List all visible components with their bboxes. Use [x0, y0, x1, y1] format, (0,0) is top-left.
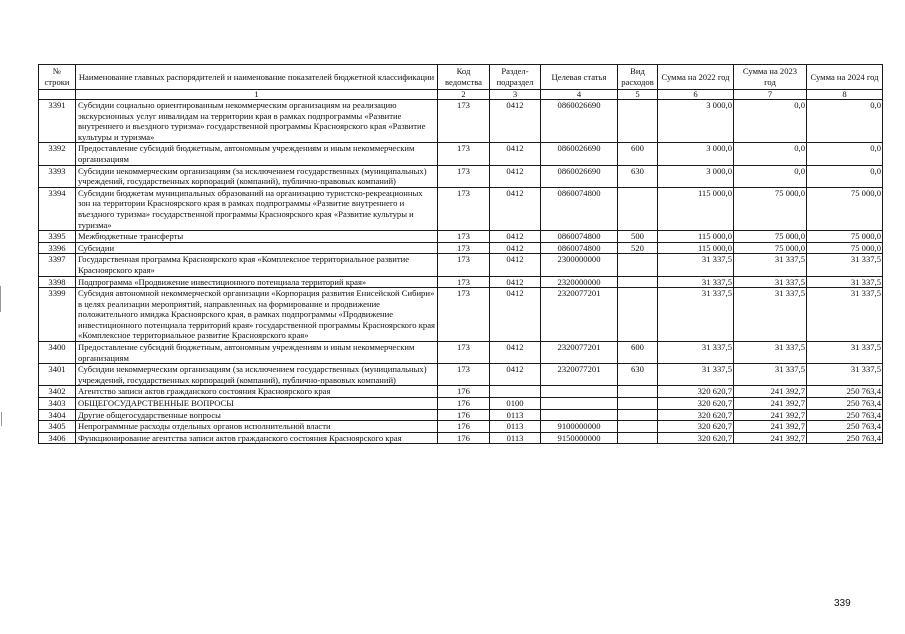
- target-article: 0860074800: [541, 187, 618, 230]
- sum-2024: 250 763,4: [807, 421, 883, 433]
- row-number: 3402: [39, 386, 76, 398]
- column-number: [39, 90, 76, 100]
- section-code: 0412: [490, 288, 541, 342]
- department-code: 173: [438, 143, 490, 165]
- row-name: Межбюджетные трансферты: [76, 231, 438, 243]
- department-code: 173: [438, 276, 490, 288]
- table-row: [39, 187, 883, 230]
- sum-2022: 31 337,5: [658, 254, 734, 276]
- target-article: 0860026690: [541, 143, 618, 165]
- sum-2022: 320 620,7: [658, 386, 734, 398]
- header-sum-2024: Сумма на 2024 год: [807, 65, 883, 90]
- header-sum-2023: Сумма на 2023 год: [734, 65, 807, 90]
- section-code: 0412: [490, 187, 541, 230]
- department-code: 173: [438, 100, 490, 143]
- expense-type: 600: [618, 342, 658, 364]
- section-code: 0412: [490, 100, 541, 143]
- sum-2023: 31 337,5: [734, 342, 807, 364]
- expense-type: [618, 432, 658, 444]
- row-number: 3395: [39, 231, 76, 243]
- sum-2024: 31 337,5: [807, 364, 883, 386]
- table-row: [39, 231, 883, 243]
- row-name: Субсидии: [76, 242, 438, 254]
- table-row: [39, 409, 883, 421]
- row-number: 3396: [39, 242, 76, 254]
- row-name: Государственная программа Красноярского края «Комплексное территориальное развитие Красноярского края»: [76, 254, 438, 276]
- row-name: Другие общегосударственные вопросы: [76, 409, 438, 421]
- sum-2022: 320 620,7: [658, 432, 734, 444]
- column-number: 3: [490, 90, 541, 100]
- sum-2022: 3 000,0: [658, 100, 734, 143]
- table-row: [39, 421, 883, 433]
- department-code: 173: [438, 364, 490, 386]
- sum-2023: 241 392,7: [734, 409, 807, 421]
- department-code: 176: [438, 421, 490, 433]
- header-expense-type: Вид расходов: [618, 65, 658, 90]
- table-row: [39, 432, 883, 444]
- sum-2023: 31 337,5: [734, 288, 807, 342]
- target-article: 0860074800: [541, 231, 618, 243]
- department-code: 173: [438, 231, 490, 243]
- sum-2022: 3 000,0: [658, 143, 734, 165]
- column-number: 2: [438, 90, 490, 100]
- budget-table: [38, 64, 883, 444]
- sum-2022: 115 000,0: [658, 231, 734, 243]
- sum-2022: 31 337,5: [658, 364, 734, 386]
- sum-2022: 115 000,0: [658, 242, 734, 254]
- department-code: 176: [438, 409, 490, 421]
- target-article: 2320077201: [541, 364, 618, 386]
- target-article: [541, 386, 618, 398]
- table-row: [39, 364, 883, 386]
- sum-2023: 31 337,5: [734, 364, 807, 386]
- table-row: [39, 288, 883, 342]
- sum-2022: 31 337,5: [658, 276, 734, 288]
- department-code: 173: [438, 288, 490, 342]
- sum-2024: 31 337,5: [807, 342, 883, 364]
- row-number: 3403: [39, 398, 76, 410]
- column-number: 7: [734, 90, 807, 100]
- row-number: 3398: [39, 276, 76, 288]
- expense-type: 630: [618, 165, 658, 187]
- sum-2022: 31 337,5: [658, 288, 734, 342]
- row-name: Функционирование агентства записи актов гражданского состояния Красноярского края: [76, 432, 438, 444]
- row-name: Субсидии социально ориентированным некоммерческим организациям на реализацию экскурсионных услуг инвалидам на территории края в рамках подпрограммы «Развитие внутреннего и въездного туризма» государственной программы Красноярского края «Развитие культуры и туризма»: [76, 100, 438, 143]
- table-row: [39, 342, 883, 364]
- sum-2023: 0,0: [734, 165, 807, 187]
- sum-2023: 241 392,7: [734, 386, 807, 398]
- row-name: Субсидии некоммерческим организациям (за исключением государственных (муниципальных) учреждений, государственных корпораций (компаний), публично-правовых компаний): [76, 364, 438, 386]
- sum-2023: 0,0: [734, 100, 807, 143]
- sum-2024: 250 763,4: [807, 409, 883, 421]
- section-code: 0113: [490, 432, 541, 444]
- sum-2023: 75 000,0: [734, 187, 807, 230]
- sum-2024: 0,0: [807, 165, 883, 187]
- target-article: 0860026690: [541, 100, 618, 143]
- sum-2024: 31 337,5: [807, 276, 883, 288]
- section-code: 0100: [490, 398, 541, 410]
- header-name: Наименование главных распорядителей и наименование показателей бюджетной классификации: [76, 65, 438, 90]
- row-number: 3397: [39, 254, 76, 276]
- row-name: Субсидия автономной некоммерческой организации «Корпорация развития Енисейской Сибири» в целях реализации мероприятий, направленных на формирование и продвижение положительного имиджа Красноярского края, в рамках подпрограммы «Продвижение инвестиционного потенциала территорий края» государственной программы Красноярского края «Комплексное территориальное развитие Красноярского края»: [76, 288, 438, 342]
- sum-2023: 241 392,7: [734, 398, 807, 410]
- expense-type: [618, 386, 658, 398]
- row-number: 3401: [39, 364, 76, 386]
- sum-2022: 320 620,7: [658, 409, 734, 421]
- header-department-code: Код ведомства: [438, 65, 490, 90]
- column-number-row: [39, 90, 883, 100]
- row-name: Подпрограмма «Продвижение инвестиционного потенциала территорий края»: [76, 276, 438, 288]
- expense-type: [618, 187, 658, 230]
- sum-2023: 241 392,7: [734, 421, 807, 433]
- sum-2024: 31 337,5: [807, 254, 883, 276]
- table-row: [39, 276, 883, 288]
- section-code: 0412: [490, 165, 541, 187]
- target-article: 2320077201: [541, 342, 618, 364]
- row-number: 3394: [39, 187, 76, 230]
- expense-type: [618, 398, 658, 410]
- sum-2024: 250 763,4: [807, 386, 883, 398]
- row-name: Агентство записи актов гражданского состояния Красноярского края: [76, 386, 438, 398]
- sum-2023: 241 392,7: [734, 432, 807, 444]
- header-target-article: Целевая статья: [541, 65, 618, 90]
- row-number: 3392: [39, 143, 76, 165]
- expense-type: [618, 421, 658, 433]
- section-code: 0412: [490, 242, 541, 254]
- department-code: 176: [438, 432, 490, 444]
- row-number: 3405: [39, 421, 76, 433]
- column-number: 8: [807, 90, 883, 100]
- section-code: 0113: [490, 421, 541, 433]
- row-name: Непрограммные расходы отдельных органов исполнительной власти: [76, 421, 438, 433]
- scan-mark: [0, 286, 1, 312]
- sum-2024: 75 000,0: [807, 231, 883, 243]
- sum-2022: 3 000,0: [658, 165, 734, 187]
- expense-type: [618, 254, 658, 276]
- target-article: 2300000000: [541, 254, 618, 276]
- section-code: 0412: [490, 231, 541, 243]
- expense-type: [618, 276, 658, 288]
- sum-2022: 115 000,0: [658, 187, 734, 230]
- department-code: 173: [438, 242, 490, 254]
- target-article: 2320000000: [541, 276, 618, 288]
- table-body: [39, 100, 883, 444]
- sum-2022: 31 337,5: [658, 342, 734, 364]
- header-section: Раздел-подраздел: [490, 65, 541, 90]
- column-number: 5: [618, 90, 658, 100]
- expense-type: 600: [618, 143, 658, 165]
- sum-2022: 320 620,7: [658, 398, 734, 410]
- department-code: 173: [438, 187, 490, 230]
- column-number: 1: [76, 90, 438, 100]
- section-code: 0412: [490, 254, 541, 276]
- sum-2024: 31 337,5: [807, 288, 883, 342]
- scan-mark: [1, 412, 2, 426]
- column-number: 6: [658, 90, 734, 100]
- expense-type: [618, 288, 658, 342]
- section-code: [490, 386, 541, 398]
- target-article: [541, 398, 618, 410]
- sum-2024: 250 763,4: [807, 398, 883, 410]
- target-article: 9150000000: [541, 432, 618, 444]
- sum-2022: 320 620,7: [658, 421, 734, 433]
- target-article: 0860074800: [541, 242, 618, 254]
- row-name: Субсидии бюджетам муниципальных образований на организацию туристско-рекреационных зон на территории Красноярского края в рамках подпрограммы «Развитие внутреннего и въездного туризма» государственной программы Красноярского края «Развитие культуры и туризма»: [76, 187, 438, 230]
- department-code: 173: [438, 342, 490, 364]
- sum-2024: 75 000,0: [807, 242, 883, 254]
- target-article: 0860026690: [541, 165, 618, 187]
- section-code: 0412: [490, 143, 541, 165]
- header-row: [39, 65, 883, 90]
- table-row: [39, 143, 883, 165]
- table-row: [39, 242, 883, 254]
- row-number: 3406: [39, 432, 76, 444]
- sum-2023: 31 337,5: [734, 254, 807, 276]
- row-number: 3399: [39, 288, 76, 342]
- row-number: 3400: [39, 342, 76, 364]
- target-article: 2320077201: [541, 288, 618, 342]
- expense-type: 630: [618, 364, 658, 386]
- section-code: 0113: [490, 409, 541, 421]
- sum-2023: 31 337,5: [734, 276, 807, 288]
- sum-2023: 75 000,0: [734, 231, 807, 243]
- table-row: [39, 100, 883, 143]
- target-article: 9100000000: [541, 421, 618, 433]
- row-name: Предоставление субсидий бюджетным, автономным учреждениям и иным некоммерческим организациям: [76, 342, 438, 364]
- header-row-number: № строки: [39, 65, 76, 90]
- header-sum-2022: Сумма на 2022 год: [658, 65, 734, 90]
- table-row: [39, 165, 883, 187]
- department-code: 176: [438, 386, 490, 398]
- sum-2024: 0,0: [807, 143, 883, 165]
- sum-2024: 0,0: [807, 100, 883, 143]
- row-number: 3393: [39, 165, 76, 187]
- table-row: [39, 398, 883, 410]
- sum-2023: 0,0: [734, 143, 807, 165]
- table-row: [39, 386, 883, 398]
- row-number: 3404: [39, 409, 76, 421]
- expense-type: 520: [618, 242, 658, 254]
- table-row: [39, 254, 883, 276]
- expense-type: [618, 409, 658, 421]
- department-code: 176: [438, 398, 490, 410]
- department-code: 173: [438, 165, 490, 187]
- section-code: 0412: [490, 342, 541, 364]
- expense-type: 500: [618, 231, 658, 243]
- row-name: Предоставление субсидий бюджетным, автономным учреждениям и иным некоммерческим организациям: [76, 143, 438, 165]
- column-number: 4: [541, 90, 618, 100]
- sum-2023: 75 000,0: [734, 242, 807, 254]
- section-code: 0412: [490, 276, 541, 288]
- expense-type: [618, 100, 658, 143]
- row-number: 3391: [39, 100, 76, 143]
- page-number: 339: [834, 598, 851, 609]
- sum-2024: 75 000,0: [807, 187, 883, 230]
- department-code: 173: [438, 254, 490, 276]
- row-name: Субсидии некоммерческим организациям (за исключением государственных (муниципальных) учреждений, государственных корпораций (компаний), публично-правовых компаний): [76, 165, 438, 187]
- row-name: ОБЩЕГОСУДАРСТВЕННЫЕ ВОПРОСЫ: [76, 398, 438, 410]
- sum-2024: 250 763,4: [807, 432, 883, 444]
- section-code: 0412: [490, 364, 541, 386]
- target-article: [541, 409, 618, 421]
